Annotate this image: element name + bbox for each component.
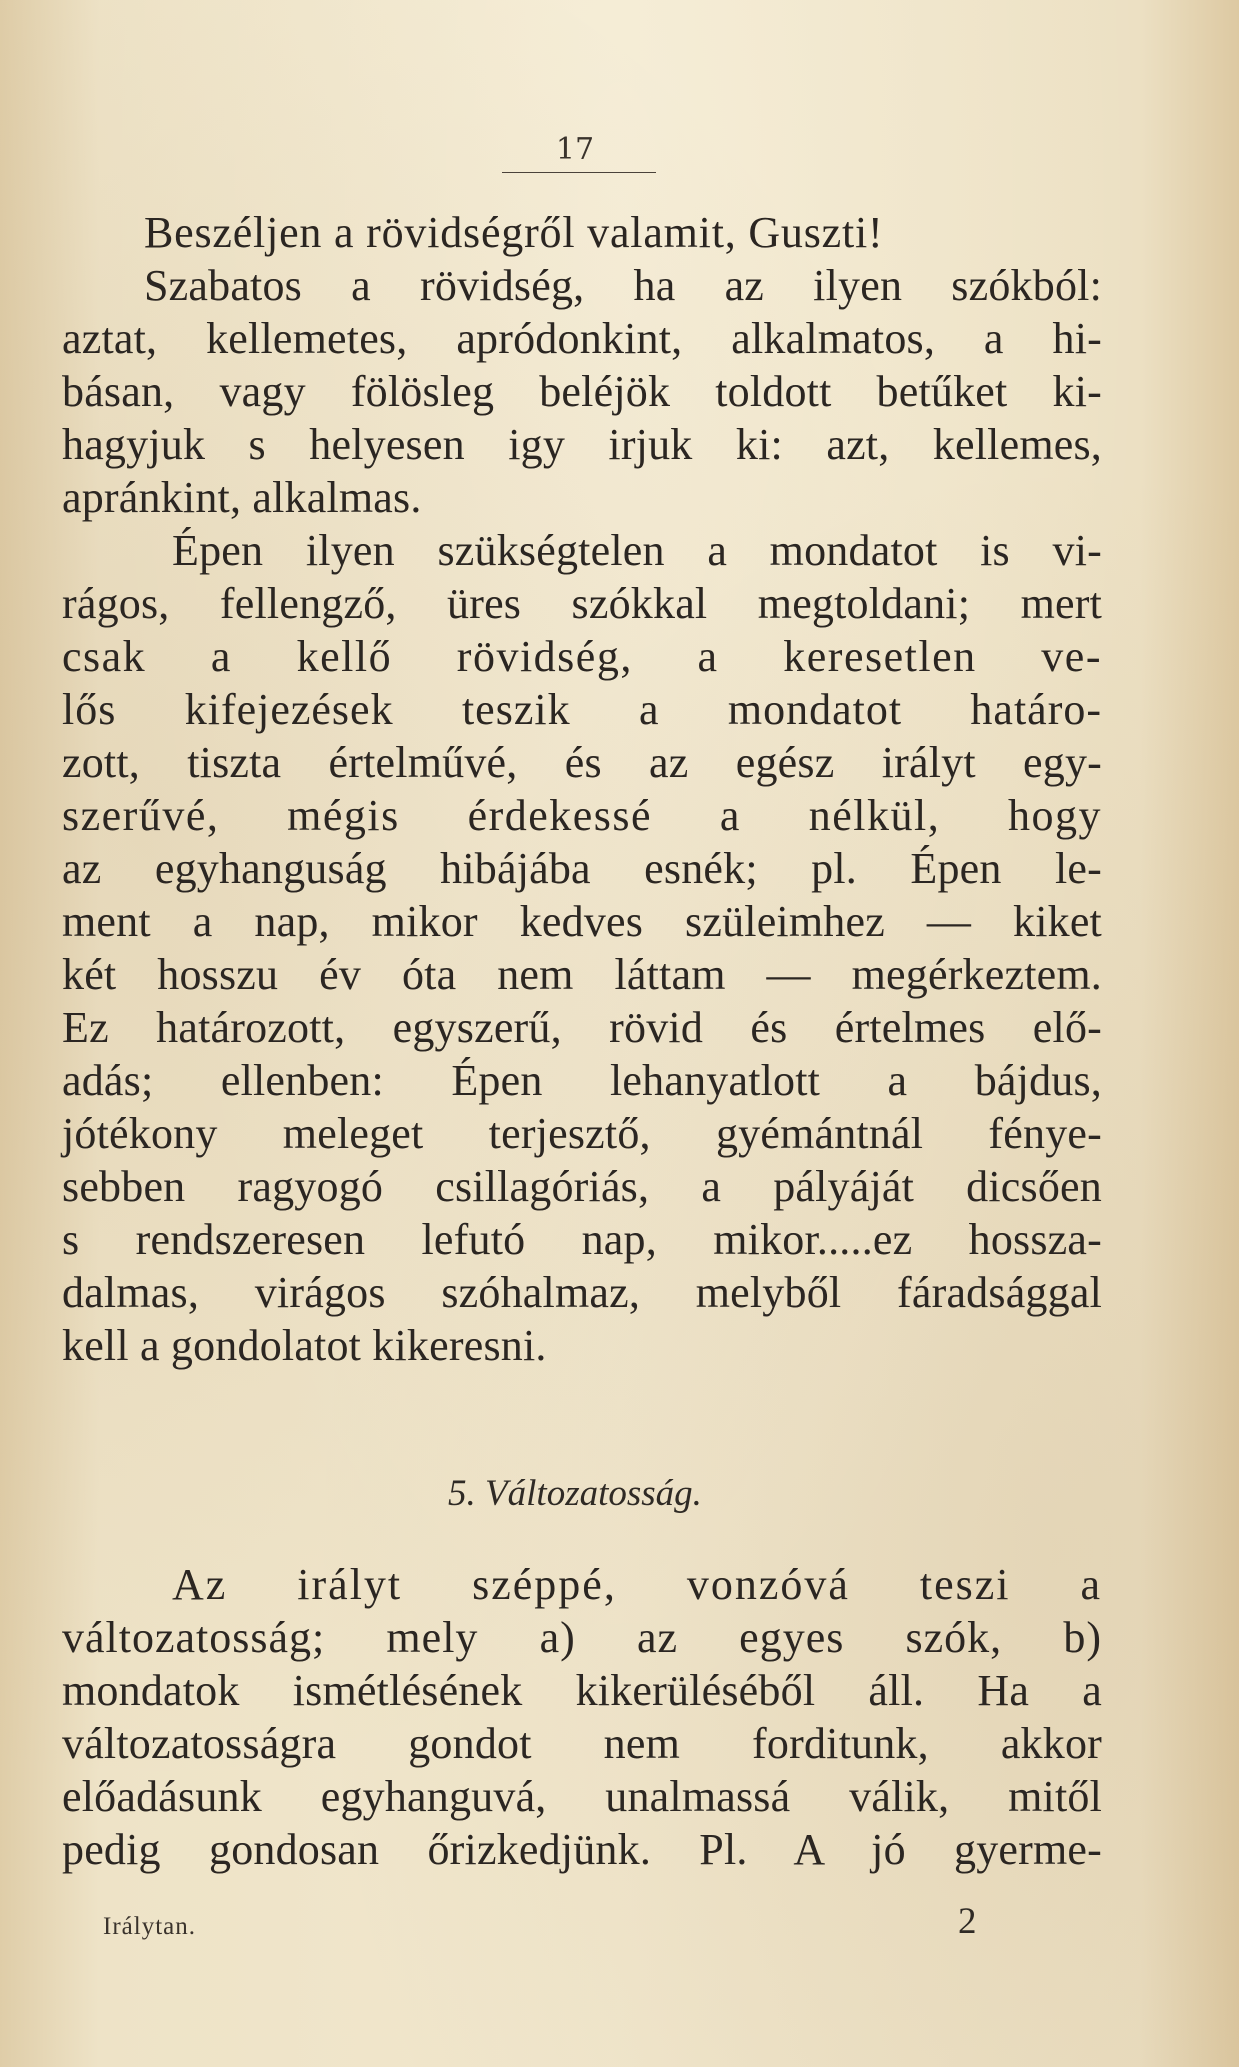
text-line: két hosszu év óta nem láttam — megérkeztem. xyxy=(62,950,1102,999)
text-line: aztat, kellemetes, apródonkint, alkalmatos, a hi- xyxy=(62,314,1102,363)
text-line: jótékony meleget terjesztő, gyémántnál fénye- xyxy=(62,1109,1102,1158)
text-line: csak a kellő rövidség, a keresetlen ve- xyxy=(62,632,1102,681)
footer-sheet-number: 2 xyxy=(958,1901,977,1942)
text-line: rágos, fellengző, üres szókkal megtoldani; mert xyxy=(62,579,1102,628)
text-line: szerűvé, mégis érdekessé a nélkül, hogy xyxy=(62,791,1102,840)
text-line: s rendszeresen lefutó nap, mikor.....ez hossza- xyxy=(62,1215,1102,1264)
footer-signature-mark: Irálytan. xyxy=(103,1913,196,1940)
section-heading: 5. Változatosság. xyxy=(448,1473,702,1514)
text-line: változatosság; mely a) az egyes szók, b) xyxy=(62,1613,1102,1662)
text-line: apránkint, alkalmas. xyxy=(62,473,422,522)
text-line: hagyjuk s helyesen igy irjuk ki: azt, kellemes, xyxy=(62,420,1102,469)
text-line: zott, tiszta értelművé, és az egész irályt egy- xyxy=(62,738,1102,787)
text-line: sebben ragyogó csillagóriás, a pályáját dicsően xyxy=(62,1162,1102,1211)
text-line: Beszéljen a rövidségről valamit, Guszti! xyxy=(144,208,884,257)
text-line: kell a gondolatot kikeresni. xyxy=(62,1321,547,1370)
text-line: változatosságra gondot nem forditunk, akkor xyxy=(62,1719,1102,1768)
text-line: Az irályt széppé, vonzóvá teszi a xyxy=(172,1560,1102,1609)
text-line: az egyhanguság hibájába esnék; pl. Épen le- xyxy=(62,844,1102,893)
text-line: lős kifejezések teszik a mondatot határo- xyxy=(62,685,1102,734)
header-rule xyxy=(502,172,656,173)
paragraph-rovidseg xyxy=(62,206,1102,1372)
text-line: pedig gondosan őrizkedjünk. Pl. A jó gyerme- xyxy=(62,1825,1102,1874)
paragraph-valtozatossag xyxy=(62,1558,1102,1876)
text-line: adás; ellenben: Épen lehanyatlott a bájdus, xyxy=(62,1056,1102,1105)
text-line: mondatok ismétlésének kikerüléséből áll. Ha a xyxy=(62,1666,1102,1715)
text-line: básan, vagy fölösleg beléjök toldott betűket ki- xyxy=(62,367,1102,416)
text-line: előadásunk egyhanguvá, unalmassá válik, mitől xyxy=(62,1772,1102,1821)
text-line: Ez határozott, egyszerű, rövid és értelmes elő- xyxy=(62,1003,1102,1052)
page-number: 17 xyxy=(555,132,595,167)
text-line: ment a nap, mikor kedves szüleimhez — kiket xyxy=(62,897,1102,946)
text-line: dalmas, virágos szóhalmaz, melyből fáradsággal xyxy=(62,1268,1102,1317)
text-line: Szabatos a rövidség, ha az ilyen szókból: xyxy=(144,261,1102,310)
text-line: Épen ilyen szükségtelen a mondatot is vi- xyxy=(172,526,1102,575)
